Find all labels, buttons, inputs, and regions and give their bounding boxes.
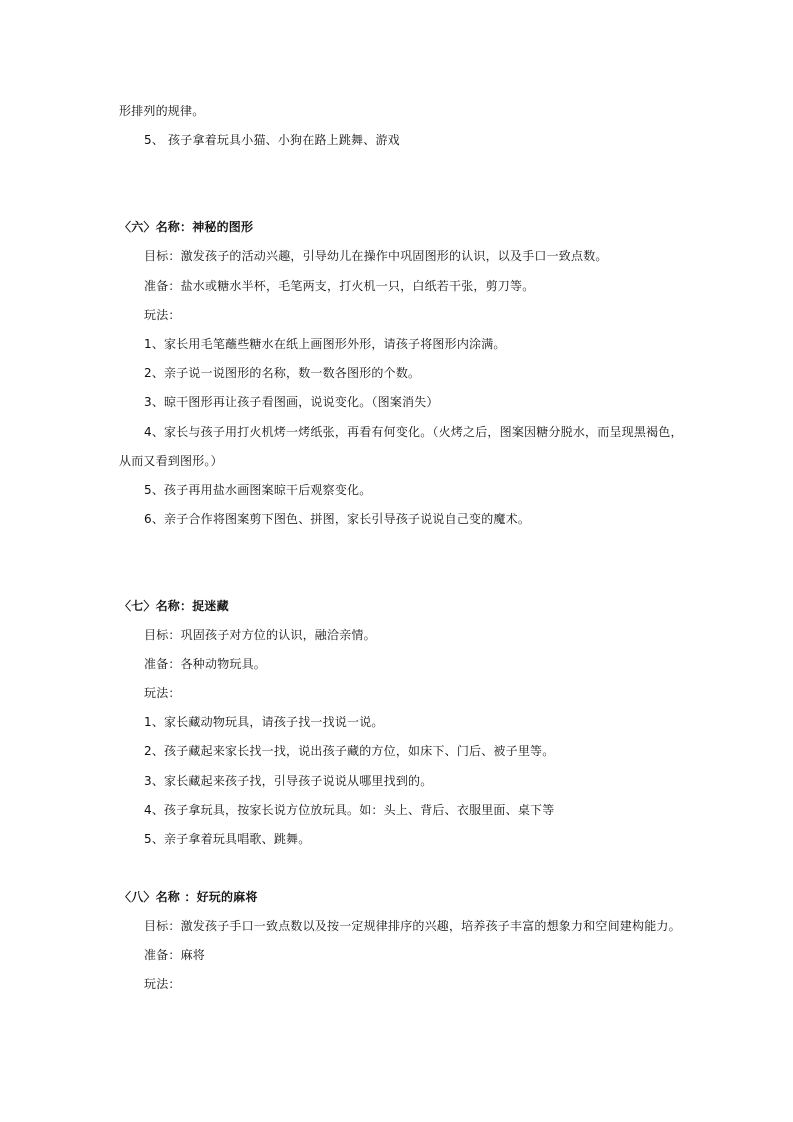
section7-step-5: 5、亲子拿着玩具唱歌、跳舞。 [144,832,311,846]
section8-method: 玩法： [144,977,181,991]
section7-prep: 准备：各种动物玩具。 [144,657,267,671]
intro-continuation: 形排列的规律。 [119,104,205,118]
section6-step-1: 1、家长用毛笔蘸些糖水在纸上画图形外形，请孩子将图形内涂满。 [144,337,506,351]
section8-goal: 目标：激发孩子手口一致点数以及按一定规律排序的兴趣，培养孩子丰富的想象力和空间建构能力。 [144,919,681,933]
section6-heading: 〈六〉名称：神秘的图形 [119,220,254,234]
section6-step-2: 2、亲子说一说图形的名称，数一数各图形的个数。 [144,366,421,380]
section6-step-5: 5、孩子再用盐水画图案晾干后观察变化。 [144,483,372,497]
section7-step-1: 1、家长藏动物玩具，请孩子找一找说一说。 [144,715,384,729]
section6-step-3: 3、晾干图形再让孩子看图画，说说变化。（图案消失） [144,395,439,409]
section8-prep: 准备：麻将 [144,948,206,962]
section6-step-4-continuation: 从而又看到图形。） [119,454,223,468]
section6-method: 玩法： [144,308,181,322]
section8-heading: 〈八〉名称 ：好玩的麻将 [119,890,258,904]
section7-step-3: 3、家长藏起来孩子找，引导孩子说说从哪里找到的。 [144,774,433,788]
section7-step-4: 4、孩子拿玩具，按家长说方位放玩具。如：头上、背后、衣服里面、桌下等 [144,803,555,817]
section7-goal: 目标：巩固孩子对方位的认识，融洽亲情。 [144,628,376,642]
section6-goal: 目标：激发孩子的活动兴趣，引导幼儿在操作中巩固图形的认识，以及手口一致点数。 [144,249,608,263]
section7-method: 玩法： [144,686,181,700]
section7-heading: 〈七〉名称：捉迷藏 [119,599,229,613]
section7-step-2: 2、孩子藏起来家长找一找，说出孩子藏的方位，如床下、门后、被子里等。 [144,744,555,758]
section6-step-4: 4、家长与孩子用打火机烤一烤纸张，再看有何变化。（火烤之后，图案因糖分脱水，而呈现黑褐色， [144,425,683,439]
intro-item-5: 5、 孩子拿着玩具小猫、小狗在路上跳舞、游戏 [144,133,400,147]
section6-prep: 准备：盐水或糖水半杯，毛笔两支，打火机一只，白纸若干张，剪刀等。 [144,279,535,293]
section6-step-6: 6、亲子合作将图案剪下图色、拼图，家长引导孩子说说自己变的魔术。 [144,512,531,526]
